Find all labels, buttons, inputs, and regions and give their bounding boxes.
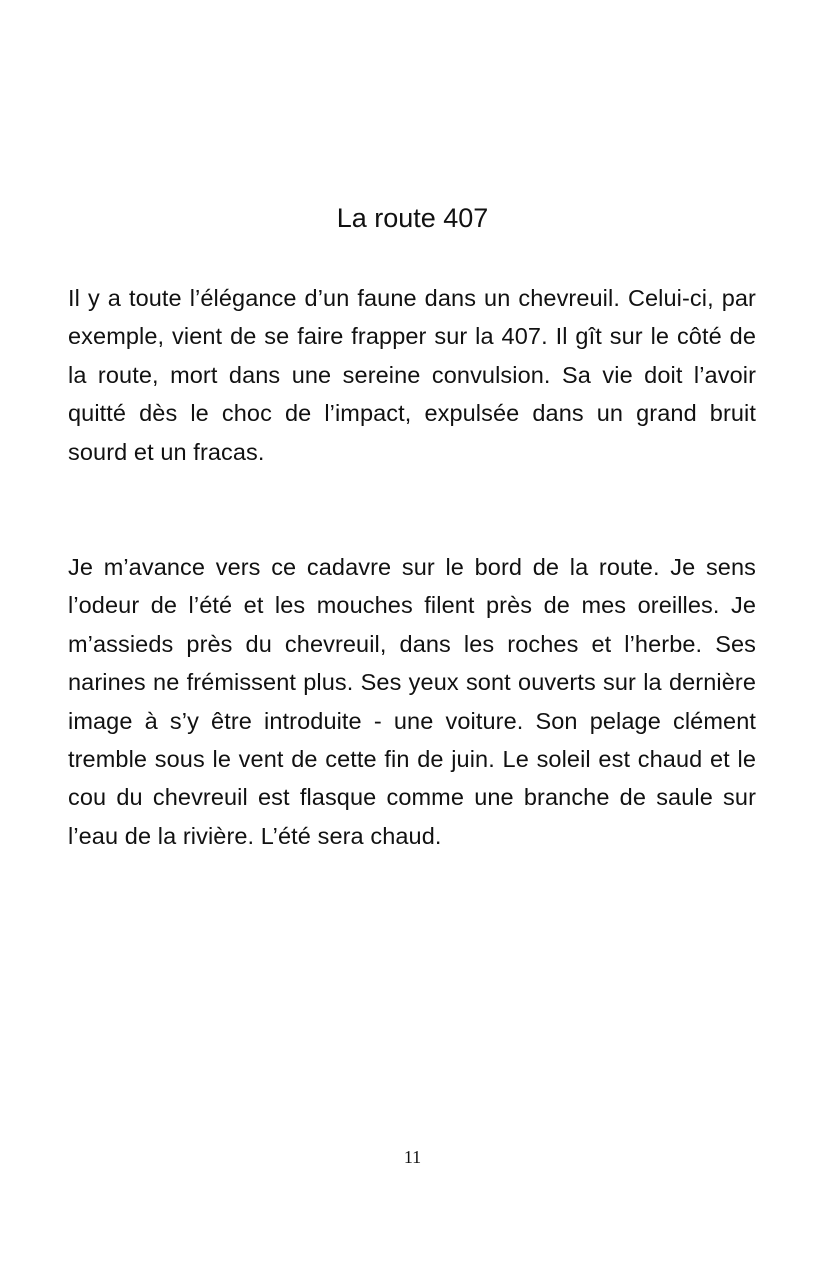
page-number: 11: [403, 1147, 422, 1167]
page-title: La route 407: [336, 203, 489, 233]
paragraph-2: Je m’avance vers ce cadavre sur le bord de la route. Je sens l’odeur de l’été et les mouches filent près de mes oreilles. Je m’assieds près du chevreuil, dans les roches et l’herbe. Ses narines ne frémissent plus. Ses yeux sont ouverts sur la dernière image à s’y être introduite - une voiture. Son pelage clément tremble sous le vent de cette fin de juin. Le soleil est chaud et le cou du chevreuil est flasque comme une branche de saule sur l’eau de la rivière. L’été sera chaud.: [68, 554, 756, 849]
paragraph-1: Il y a toute l’élégance d’un faune dans un chevreuil. Celui-ci, par exemple, vient de se faire frapper sur la 407. Il gît sur le côté de la route, mort dans une sereine convulsion. Sa vie doit l’avoir quitté dès le choc de l’impact, expulsée dans un grand bruit sourd et un fracas.: [68, 285, 756, 465]
